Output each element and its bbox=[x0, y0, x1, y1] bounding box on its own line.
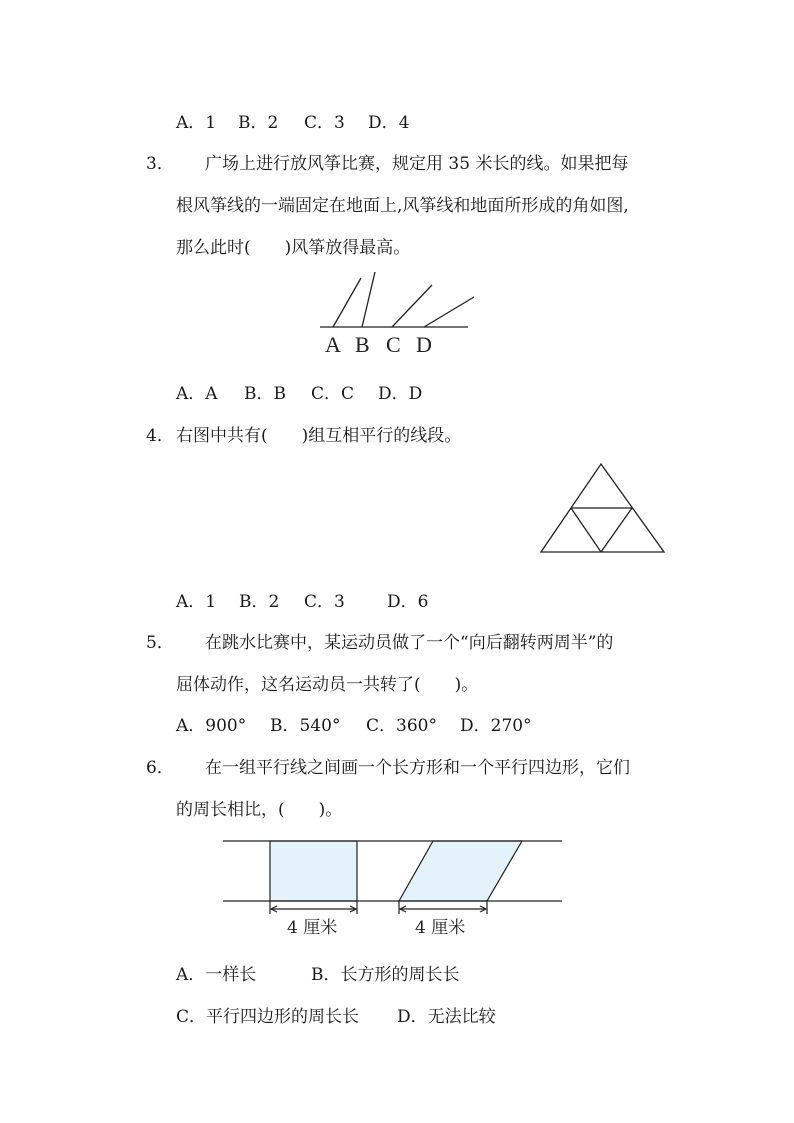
q3-option-a[interactable]: A．A bbox=[176, 384, 218, 404]
q5-option-d[interactable]: D．270° bbox=[460, 716, 532, 736]
q5-text-line2: 屈体动作，这名运动员一共转了( )。 bbox=[176, 675, 479, 695]
figure-label-b: B bbox=[355, 332, 370, 357]
q6-option-d[interactable]: D．无法比较 bbox=[397, 1007, 496, 1027]
figure-label-a: A bbox=[325, 332, 341, 357]
q6-option-a[interactable]: A．一样长 bbox=[176, 965, 257, 985]
q3-text-line3: 那么此时( )风筝放得最高。 bbox=[176, 238, 411, 258]
q5-option-b[interactable]: B．540° bbox=[270, 716, 341, 736]
q2-option-b[interactable]: B．2 bbox=[238, 113, 279, 133]
q6-text-line2: 的周长相比，( )。 bbox=[176, 800, 343, 820]
figure-label-d: D bbox=[416, 332, 432, 357]
q3-option-c[interactable]: C．C bbox=[311, 384, 355, 404]
q3-number: 3． bbox=[146, 154, 174, 174]
q3-option-d[interactable]: D．D bbox=[378, 384, 423, 404]
q4-option-c[interactable]: C．3 bbox=[304, 592, 345, 612]
parallelogram-shape bbox=[399, 841, 522, 901]
q5-option-a[interactable]: A．900° bbox=[176, 716, 247, 736]
q2-option-a[interactable]: A．1 bbox=[176, 113, 217, 133]
q2-option-d[interactable]: D．4 bbox=[368, 113, 410, 133]
q3-option-b[interactable]: B．B bbox=[244, 384, 286, 404]
q3-text-line2: 根风筝线的一端固定在地面上,风筝线和地面所形成的角如图, bbox=[176, 196, 629, 216]
q5-text-line1: 在跳水比赛中，某运动员做了一个“向后翻转两周半”的 bbox=[205, 633, 614, 653]
q4-option-d[interactable]: D．6 bbox=[387, 592, 429, 612]
q4-text: 右图中共有( )组互相平行的线段。 bbox=[176, 426, 462, 446]
q6-option-b[interactable]: B．长方形的周长长 bbox=[311, 965, 460, 985]
rect-width-label: 4 厘米 bbox=[287, 918, 338, 938]
q5-option-c[interactable]: C．360° bbox=[366, 716, 437, 736]
q4-option-b[interactable]: B．2 bbox=[239, 592, 280, 612]
figure-label-c: C bbox=[386, 332, 401, 357]
q5-number: 5． bbox=[146, 633, 174, 653]
q6-number: 6． bbox=[146, 758, 174, 778]
rectangle-shape bbox=[270, 841, 357, 901]
para-base-label: 4 厘米 bbox=[415, 918, 466, 938]
q4-number: 4． bbox=[146, 426, 174, 446]
q2-option-c[interactable]: C．3 bbox=[304, 113, 345, 133]
q6-option-c[interactable]: C．平行四边形的周长长 bbox=[176, 1007, 360, 1027]
q6-text-line1: 在一组平行线之间画一个长方形和一个平行四边形，它们 bbox=[205, 758, 630, 778]
q4-option-a[interactable]: A．1 bbox=[176, 592, 217, 612]
q3-text-line1: 广场上进行放风筝比赛，规定用 35 米长的线。如果把每 bbox=[205, 154, 629, 174]
